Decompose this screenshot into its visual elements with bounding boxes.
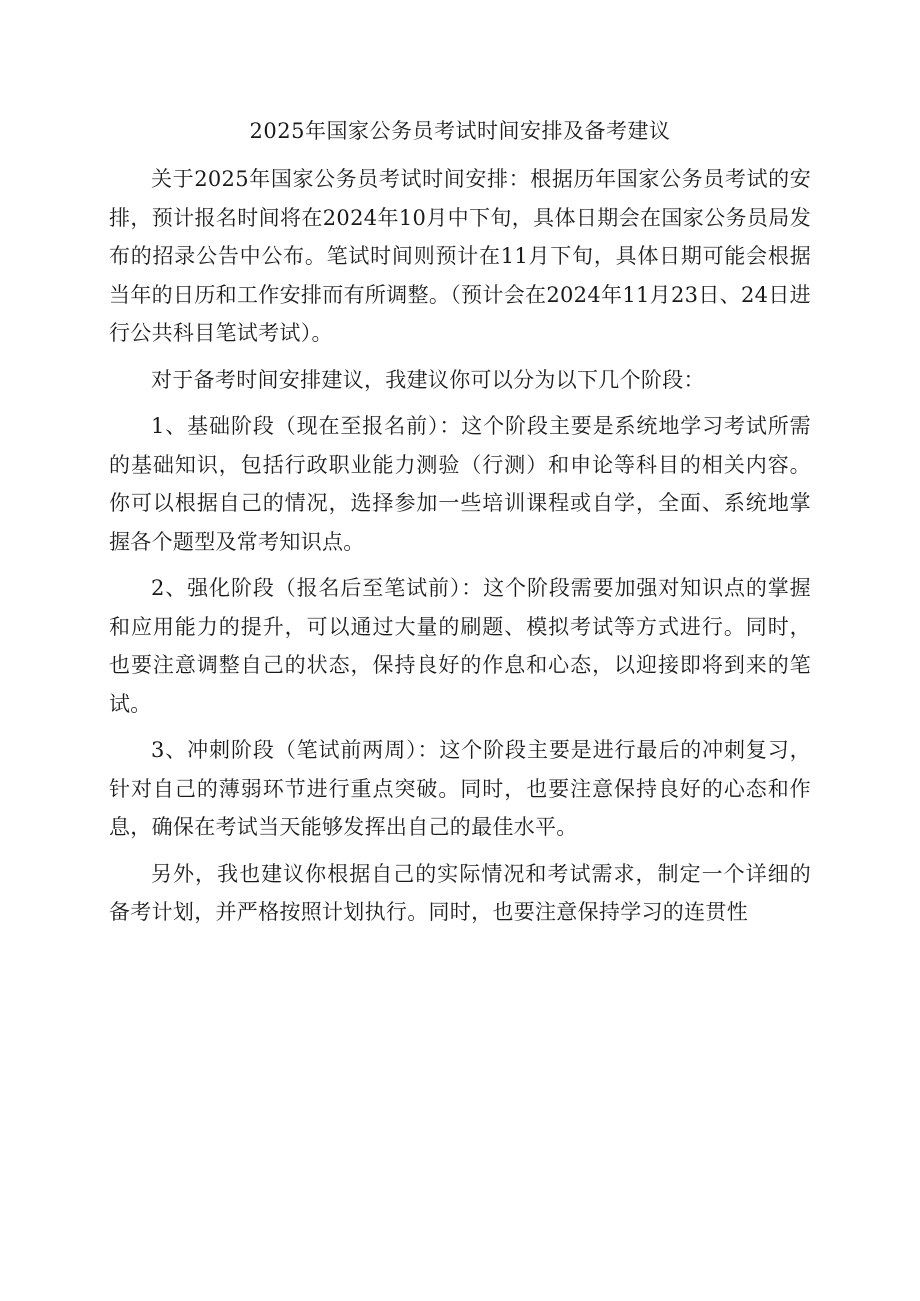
document-title: 2025年国家公务员考试时间安排及备考建议 (249, 119, 671, 143)
paragraph-stage-intensive: 2、强化阶段（报名后至笔试前）：这个阶段需要加强对知识点的掌握和应用能力的提升，可以通过大量的刷题、模拟考试等方式进行。同时，也要注意调整自己的状态，保持良好的作息和心态，以迎接即将到来的笔试。 (109, 576, 811, 716)
paragraph-exam-schedule: 关于2025年国家公务员考试时间安排：根据历年国家公务员考试的安排，预计报名时间将在2024年10月中下旬，具体日期会在国家公务员局发布的招录公告中公布。笔试时间则预计在11月下旬，具体日期可能会根据当年的日历和工作安排而有所调整。（预计会在2024年11月23日、24日进行公共科目笔试考试）。 (109, 167, 811, 345)
paragraph-stage-sprint: 3、冲刺阶段（笔试前两周）：这个阶段主要是进行最后的冲刺复习，针对自己的薄弱环节进行重点突破。同时，也要注意保持良好的心态和作息，确保在考试当天能够发挥出自己的最佳水平。 (109, 738, 811, 839)
paragraph-stage-foundation: 1、基础阶段（现在至报名前）：这个阶段主要是系统地学习考试所需的基础知识，包括行政职业能力测验（行测）和申论等科目的相关内容。你可以根据自己的情况，选择参加一些培训课程或自学，全面、系统地掌握各个题型及常考知识点。 (109, 414, 811, 554)
paragraph-prep-intro: 对于备考时间安排建议，我建议你可以分为以下几个阶段： (151, 367, 705, 392)
paragraph-additional-advice: 另外，我也建议你根据自己的实际情况和考试需求，制定一个详细的备考计划，并严格按照计划执行。同时，也要注意保持学习的连贯性 (109, 861, 811, 924)
document-body (109, 160, 811, 940)
